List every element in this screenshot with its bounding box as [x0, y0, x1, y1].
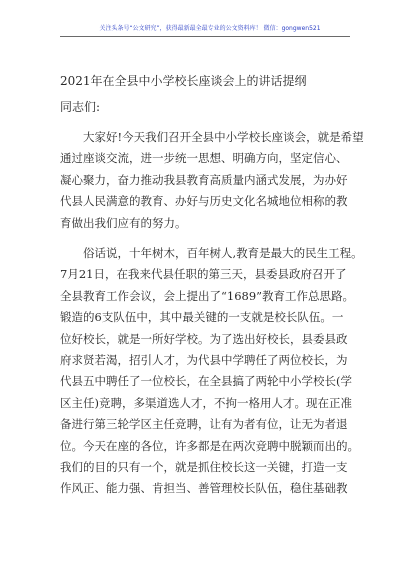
paragraph-line: 通过座谈交流，进一步统一思想、明确方向，坚定信心、 — [60, 151, 348, 166]
paragraph-line: 位。今天在座的各位，许多都是在两次竞聘中脱颖而出的。 — [60, 438, 359, 453]
paragraph-line: 大家好!今天我们召开全县中小学校长座谈会，就是希望 — [83, 130, 364, 144]
paragraph-line: 备进行第三轮学区主任竞聘，让有为者有位，让无为者退 — [60, 417, 348, 432]
paragraph-line: 我们的目的只有一个，就是抓住校长这一关键，打造一支 — [60, 460, 348, 475]
paragraph-line: 锻造的6支队伍中，其中最关键的一支就是校长队伍。一 — [60, 310, 344, 325]
paragraph-1 — [60, 127, 364, 234]
paragraph-line: 区主任)竞聘，多渠道选人才，不拘一格用人才。现在正准 — [60, 395, 352, 410]
paragraph-line: 位好校长，就是一所好学校。为了选出好校长，县委县政 — [60, 331, 348, 346]
paragraph-line: 俗话说，十年树木，百年树人,教育是最大的民生工程。 — [83, 246, 363, 260]
paragraph-line: 凝心聚力，奋力推动我县教育高质量内涵式发展，为办好 — [60, 172, 348, 187]
paragraph-line: 全县教育工作会议，会上提出了“1689”教育工作总思路。 — [60, 288, 355, 303]
paragraph-line: 作风正、能力强、肯担当、善管理校长队伍，稳住基础教 — [60, 481, 348, 496]
paragraph-line: 府求贤若渴，招引人才，为代县中学聘任了两位校长，为 — [60, 353, 348, 368]
header-banner[interactable]: 关注头条号“公文研究”，获得最新最全最专业的公文资料库！ 微信：gongwen521 — [99, 25, 321, 32]
paragraph-line: 代县五中聘任了一位校长，在全县搞了两轮中小学校长(学 — [60, 374, 352, 389]
document-title: 2021年在全县中小学校长座谈会上的讲话提纲 — [60, 74, 307, 88]
paragraph-line: 代县人民满意的教育、办好与历史文化名城地位相称的教 — [60, 194, 348, 209]
paragraph-2 — [60, 243, 363, 500]
paragraph-line: 育做出我们应有的努力。 — [60, 215, 187, 230]
paragraph-line: 7月21日，在我来代县任职的第三天，县委县政府召开了 — [60, 267, 347, 282]
header-divider — [60, 36, 350, 37]
greeting: 同志们: — [60, 100, 101, 114]
